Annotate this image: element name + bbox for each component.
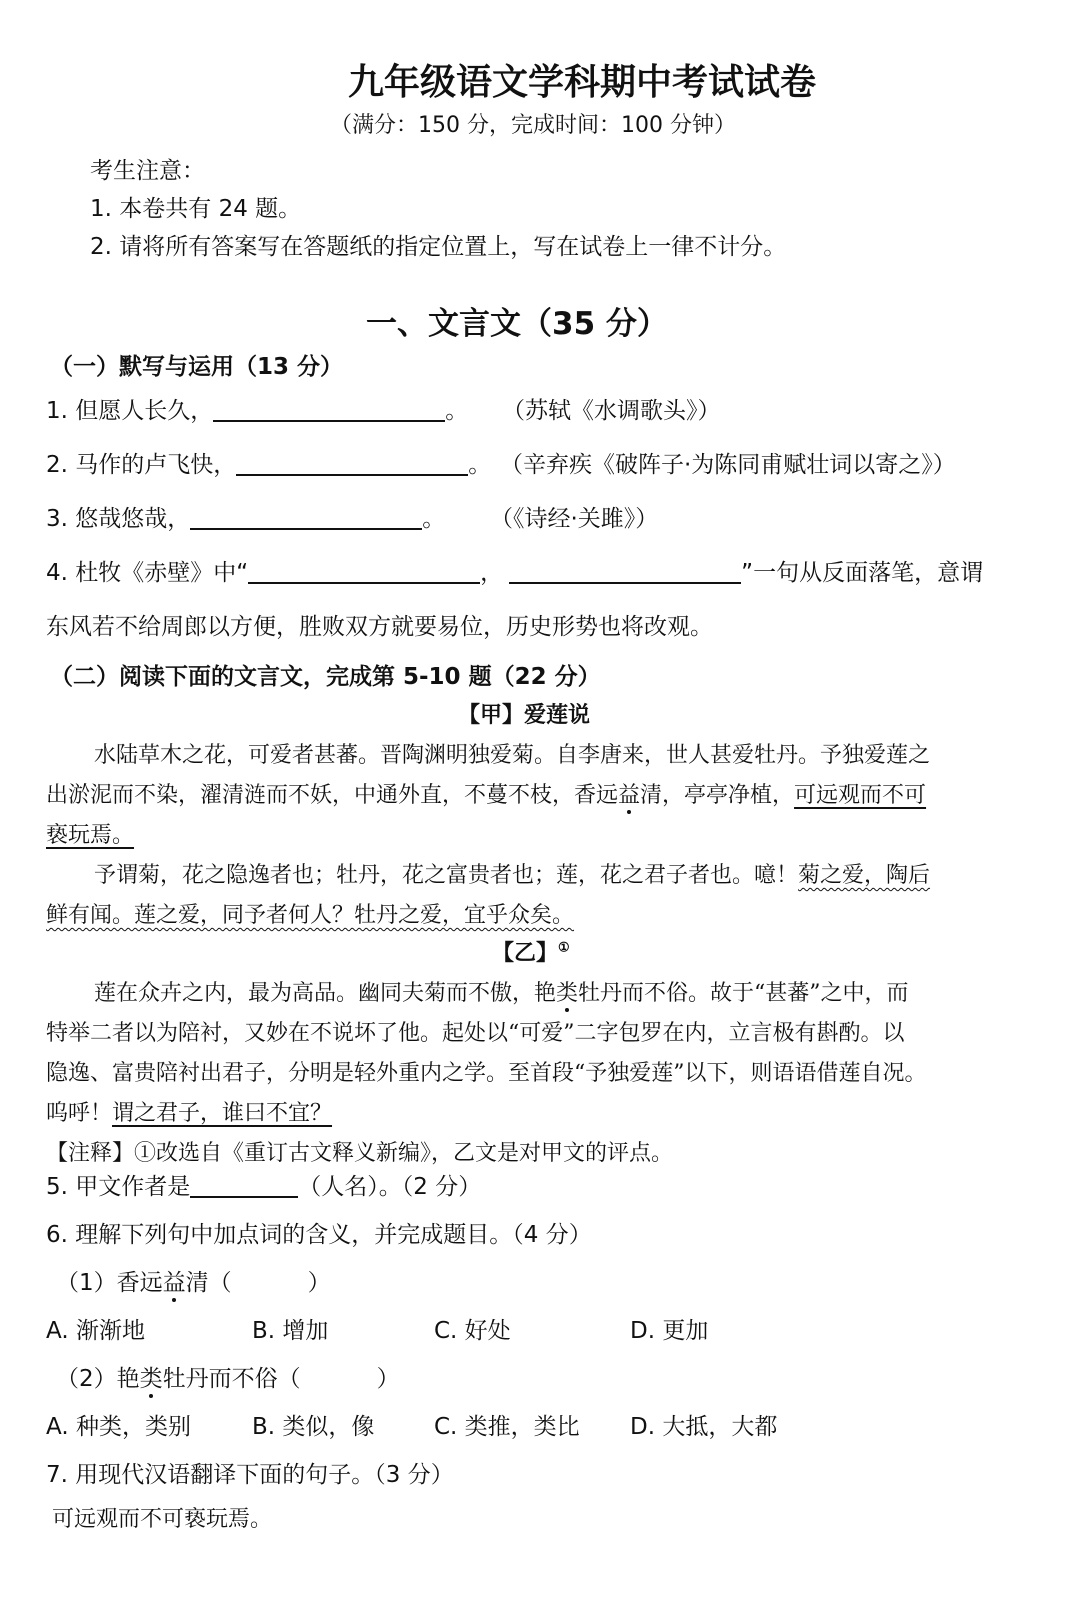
notice-heading: 考生注意：	[90, 158, 205, 184]
dotted-word-lei: 类	[556, 981, 579, 1006]
question-3-end: 。	[422, 506, 446, 532]
passage-b-text: 莲在众卉之内，最为高品。幽同夫菊而不傲，艳	[94, 981, 557, 1006]
underlined-sentence: 可远观而不可	[794, 783, 927, 808]
question-4-text: 4. 杜牧《赤壁》中“	[46, 560, 249, 586]
passage-a-text: 予谓菊，花之隐逸者也；牡丹，花之富贵者也；莲，花之君子者也。噫！	[94, 863, 799, 888]
notice-item-2: 2. 请将所有答案写在答题纸的指定位置上，写在试卷上一律不计分。	[90, 234, 787, 260]
question-1-source: （苏轼《水调歌头》）	[502, 398, 721, 424]
passage-b-text: 牡丹而不俗。故于“甚蕃”之中，而	[578, 981, 909, 1006]
sub-question-text: （1）香远	[56, 1270, 163, 1296]
answer-blank-1	[213, 419, 445, 422]
passage-a-line-4	[94, 858, 930, 889]
sub-question-text: 清（	[185, 1270, 232, 1296]
passage-b-text: 呜呼！	[46, 1101, 113, 1126]
question-6-stem: 6. 理解下列句中加点词的含义，并完成题目。（4 分）	[46, 1222, 592, 1248]
question-2	[46, 446, 491, 479]
passage-b-title: 【乙】	[492, 940, 559, 966]
question-4	[46, 554, 983, 587]
exam-subtitle: （满分：150 分，完成时间：100 分钟）	[330, 113, 736, 138]
passage-a-line-2	[46, 778, 926, 809]
question-2-end: 。	[468, 452, 492, 478]
passage-a-text: 出淤泥而不染，濯清涟而不妖，中通外直，不蔓不枝，香远	[46, 783, 619, 808]
answer-blank-3	[190, 527, 422, 530]
option-1a: A. 渐渐地	[46, 1318, 145, 1344]
answer-blank-4b	[509, 581, 741, 584]
option-2a: A. 种类，类别	[46, 1414, 191, 1440]
option-2b: B. 类似，像	[252, 1414, 375, 1440]
question-4-comma: ，	[480, 560, 504, 586]
question-5-tail: （人名）。（2 分）	[298, 1174, 482, 1200]
question-5-text: 5. 甲文作者是	[46, 1174, 191, 1200]
question-3	[46, 500, 445, 533]
option-2d: D. 大抵，大都	[630, 1414, 778, 1440]
part-1-title: （一）默写与运用（13 分）	[50, 354, 344, 380]
question-2-text: 2. 马作的卢飞快，	[46, 452, 237, 478]
question-1	[46, 392, 468, 425]
question-6-sub-2	[56, 1360, 400, 1393]
question-7-sentence: 可远观而不可亵玩焉。	[52, 1507, 273, 1532]
passage-b-line-1	[94, 976, 909, 1007]
question-6-sub-1	[56, 1264, 331, 1297]
wavy-underlined-sentence: 菊之爱，陶后	[798, 863, 931, 888]
wavy-underlined-sentence-end: 鲜有闻。莲之爱，同予者何人？牡丹之爱，宜乎众矣。	[46, 903, 575, 928]
option-1d: D. 更加	[630, 1318, 709, 1344]
passage-b-line-4	[46, 1096, 332, 1127]
dotted-word-yi: 益	[618, 783, 641, 808]
underlined-sentence-end: 亵玩焉。	[46, 823, 135, 848]
section-1-title: 一、文言文（35 分）	[366, 306, 668, 342]
question-3-text: 3. 悠哉悠哉，	[46, 506, 191, 532]
question-5	[46, 1168, 481, 1201]
question-1-end: 。	[445, 398, 469, 424]
passage-a-line-1: 水陆草木之花，可爱者甚蕃。晋陶渊明独爱菊。自李唐来，世人甚爱牡丹。予独爱莲之	[94, 743, 931, 768]
question-3-source: （《诗经·关雎》）	[490, 506, 659, 532]
option-1c: C. 好处	[434, 1318, 511, 1344]
notice-item-1: 1. 本卷共有 24 题。	[90, 196, 302, 222]
passage-a-line-5	[46, 898, 574, 929]
passage-b-line-3: 隐逸、富贵陪衬出君子，分明是轻外重内之学。至首段“予独爱莲”以下，则语语借莲自况。	[46, 1061, 927, 1086]
sub-question-paren: ）	[376, 1366, 400, 1392]
answer-blank-2	[236, 473, 468, 476]
question-2-source: （辛弃疾《破阵子·为陈同甫赋壮词以寄之》）	[500, 452, 956, 478]
footnote: 【注释】①改选自《重订古文释义新编》，乙文是对甲文的评点。	[46, 1141, 674, 1166]
passage-a-heading: 【甲】爱莲说	[458, 702, 591, 728]
footnote-mark: ①	[558, 940, 570, 956]
sub-question-paren: ）	[307, 1270, 331, 1296]
passage-b-heading	[492, 936, 570, 967]
dotted-word-yi: 益	[162, 1270, 186, 1296]
answer-blank-4a	[248, 581, 480, 584]
sub-question-text: （2）艳	[56, 1366, 140, 1392]
passage-a-text: 清，亭亭净植，	[640, 783, 795, 808]
question-7-stem: 7. 用现代汉语翻译下面的句子。（3 分）	[46, 1462, 454, 1488]
option-1b: B. 增加	[252, 1318, 329, 1344]
underlined-sentence-b: 谓之君子，谁曰不宜？	[112, 1101, 333, 1126]
passage-a-line-3	[46, 818, 134, 849]
question-4-tail: ”一句从反面落笔，意谓	[741, 560, 984, 586]
passage-b-line-2: 特举二者以为陪衬，又妙在不说坏了他。起处以“可爱”二字包罗在内，立言极有斟酌。以	[46, 1021, 905, 1046]
answer-blank-5	[190, 1195, 298, 1198]
question-4-line-2: 东风若不给周郎以方便，胜败双方就要易位，历史形势也将改观。	[46, 614, 713, 640]
part-2-title: （二）阅读下面的文言文，完成第 5-10 题（22 分）	[50, 664, 601, 690]
question-1-text: 1. 但愿人长久，	[46, 398, 214, 424]
sub-question-text: 牡丹而不俗（	[162, 1366, 301, 1392]
option-2c: C. 类推，类比	[434, 1414, 580, 1440]
exam-title: 九年级语文学科期中考试试卷	[348, 62, 817, 103]
dotted-word-lei: 类	[139, 1366, 163, 1392]
